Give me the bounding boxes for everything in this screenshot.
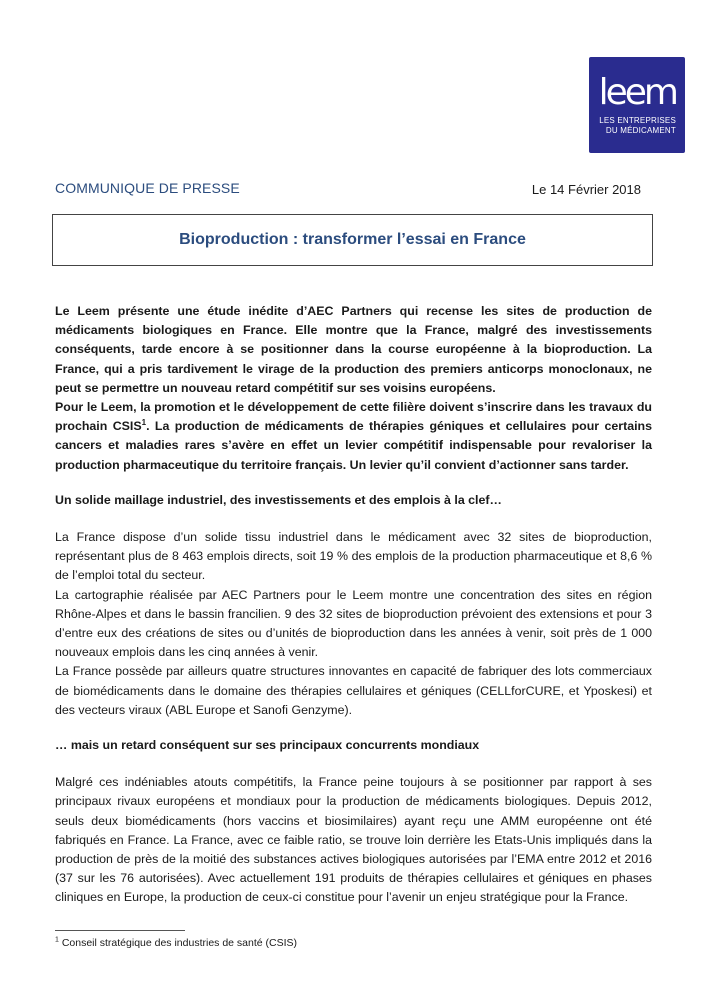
footnote-text: Conseil stratégique des industries de santé (CSIS) xyxy=(58,937,298,949)
section-1-paragraph-1: La France dispose d’un solide tissu industriel dans le médicament avec 32 sites de bioproduction, représentant plus de 8 463 emplois directs, soit 19 % des emplois de la production pharmaceutique et 8,6 % de l’emploi total du secteur. xyxy=(55,530,652,583)
footnote-divider xyxy=(55,930,185,931)
footnote xyxy=(55,936,297,950)
section-1-heading: Un solide maillage industriel, des investissements et des emplois à la clef… xyxy=(55,492,502,507)
intro-paragraph-2 xyxy=(55,398,652,475)
document-body xyxy=(55,302,652,908)
section-2-heading: … mais un retard conséquent sur ses principaux concurrents mondiaux xyxy=(55,738,480,753)
footnote-number: 1 xyxy=(55,936,59,944)
section-1-paragraph-3: La France possède par ailleurs quatre structures innovantes en capacité de fabriquer des lots commerciaux de biomédicaments dans le domaine des thérapies cellulaires et géniques (CELLforCURE, et Yposkesi) et des vecteurs viraux (ABL Europe et Sanofi Genzyme). xyxy=(55,664,652,717)
intro-paragraph-2-text: Pour le Leem, la promotion et le développement de cette filière doivent s’inscrire dans les travaux du prochain CSIS xyxy=(55,400,652,434)
press-release-label: COMMUNIQUE DE PRESSE xyxy=(55,180,240,196)
logo-tagline-line1: LES ENTREPRISES xyxy=(599,116,676,125)
document-title: Bioproduction : transformer l’essai en France xyxy=(179,231,526,248)
title-box xyxy=(52,214,653,266)
logo-wordmark: leem xyxy=(598,72,676,113)
section-2-paragraph-1: Malgré ces indéniables atouts compétitifs, la France peine toujours à se positionner par rapport à ses principaux rivaux européens et mondiaux pour la production de médicaments biologiques. Depuis 2012, seuls deux biomédicaments (hors vaccins et biosimilaires) ayant reçu une AMM européenne ont été fabriqués en France. La France, avec ce faible ratio, se trouve loin derrière les Etats-Unis impliqués dans la production de près de la moitié des substances actives biologiques autorisées par l’EMA entre 2012 et 2016 (37 sur les 76 autorisées). Avec actuellement 191 produits de thérapies cellulaires et géniques en phases cliniques en Europe, la production de ceux-ci constitue pour l’avenir un enjeu stratégique pour la France. xyxy=(55,775,652,905)
section-1-paragraph-2: La cartographie réalisée par AEC Partners pour le Leem montre une concentration des sites en région Rhône-Alpes et dans le bassin francilien. 9 des 32 sites de bioproduction prévoient des extensions et pour 3 d’entre eux des créations de sites ou d’unités de bioproduction dans les années à venir, soit près de 1 000 nouveaux emplois dans les cinq années à venir. xyxy=(55,587,652,660)
leem-logo xyxy=(589,57,685,153)
footnote-ref[interactable]: 1 xyxy=(141,418,147,428)
intro-paragraph-2-text-cont: . La production de médicaments de thérapies géniques et cellulaires pour certains cancers et maladies rares s’avère en effet un levier compétitif indispensable pour revaloriser la production pharmaceutique du territoire français. Un levier qu’il convient d’actionner sans tarder. xyxy=(55,419,652,472)
intro-paragraph-1: Le Leem présente une étude inédite d’AEC Partners qui recense les sites de production de médicaments biologiques en France. Elle montre que la France, malgré des investissements conséquents, tarde encore à se positionner dans la course européenne à la bioproduction. La France, qui a pris tardivement le virage de la production des premiers anticorps monoclonaux, ne peut se permettre un nouveau retard compétitif sur ses voisins européens. xyxy=(55,304,652,395)
logo-tagline-line2: DU MÉDICAMENT xyxy=(605,126,676,135)
release-date: Le 14 Février 2018 xyxy=(531,182,641,197)
